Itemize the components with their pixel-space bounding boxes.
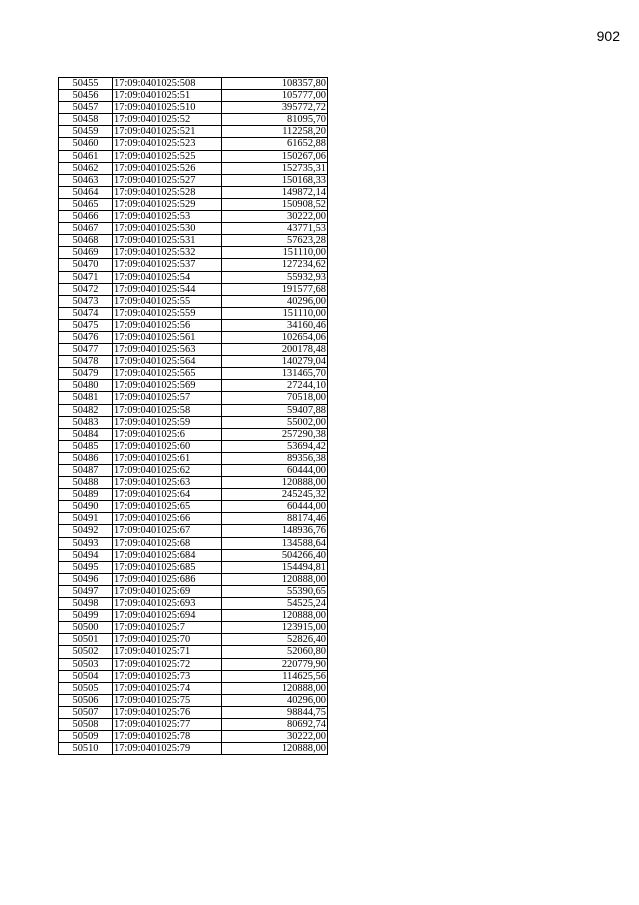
table-row	[59, 114, 328, 126]
cadastral-value-cell: 150267,06	[222, 150, 328, 162]
row-number-cell: 50476	[59, 331, 113, 343]
cadastral-number-cell: 17:09:0401025:544	[113, 283, 222, 295]
cadastral-value-cell: 80692,74	[222, 718, 328, 730]
cadastral-value-cell: 154494,81	[222, 561, 328, 573]
cadastral-value-cell: 98844,75	[222, 706, 328, 718]
cadastral-value-cell: 134588,64	[222, 537, 328, 549]
row-number-cell: 50459	[59, 126, 113, 138]
row-number-cell: 50466	[59, 211, 113, 223]
row-number-cell: 50464	[59, 186, 113, 198]
table-row	[59, 489, 328, 501]
cadastral-value-cell: 81095,70	[222, 114, 328, 126]
row-number-cell: 50482	[59, 404, 113, 416]
cadastral-value-cell: 30222,00	[222, 731, 328, 743]
table-row	[59, 440, 328, 452]
cadastral-value-cell: 127234,62	[222, 259, 328, 271]
table-row	[59, 223, 328, 235]
table-row	[59, 706, 328, 718]
cadastral-number-cell: 17:09:0401025:523	[113, 138, 222, 150]
cadastral-value-cell: 504266,40	[222, 549, 328, 561]
cadastral-value-cell: 34160,46	[222, 319, 328, 331]
cadastral-value-cell: 59407,88	[222, 404, 328, 416]
table-row	[59, 477, 328, 489]
table-row	[59, 682, 328, 694]
cadastral-number-cell: 17:09:0401025:75	[113, 694, 222, 706]
cadastral-number-cell: 17:09:0401025:57	[113, 392, 222, 404]
row-number-cell: 50502	[59, 646, 113, 658]
cadastral-number-cell: 17:09:0401025:58	[113, 404, 222, 416]
cadastral-number-cell: 17:09:0401025:64	[113, 489, 222, 501]
table-row	[59, 271, 328, 283]
table-row	[59, 380, 328, 392]
cadastral-value-cell: 60444,00	[222, 501, 328, 513]
table-row	[59, 537, 328, 549]
cadastral-number-cell: 17:09:0401025:77	[113, 718, 222, 730]
table-row	[59, 186, 328, 198]
cadastral-value-cell: 88174,46	[222, 513, 328, 525]
table-row	[59, 126, 328, 138]
row-number-cell: 50456	[59, 90, 113, 102]
row-number-cell: 50508	[59, 718, 113, 730]
cadastral-value-cell: 55002,00	[222, 416, 328, 428]
row-number-cell: 50488	[59, 477, 113, 489]
row-number-cell: 50509	[59, 731, 113, 743]
table-row	[59, 138, 328, 150]
row-number-cell: 50455	[59, 78, 113, 90]
registry-table-body	[59, 78, 328, 755]
row-number-cell: 50490	[59, 501, 113, 513]
row-number-cell: 50472	[59, 283, 113, 295]
table-row	[59, 513, 328, 525]
row-number-cell: 50473	[59, 295, 113, 307]
row-number-cell: 50505	[59, 682, 113, 694]
row-number-cell: 50497	[59, 585, 113, 597]
row-number-cell: 50486	[59, 452, 113, 464]
row-number-cell: 50480	[59, 380, 113, 392]
cadastral-number-cell: 17:09:0401025:55	[113, 295, 222, 307]
cadastral-value-cell: 61652,88	[222, 138, 328, 150]
row-number-cell: 50484	[59, 428, 113, 440]
row-number-cell: 50463	[59, 174, 113, 186]
cadastral-number-cell: 17:09:0401025:561	[113, 331, 222, 343]
cadastral-value-cell: 52060,80	[222, 646, 328, 658]
cadastral-number-cell: 17:09:0401025:71	[113, 646, 222, 658]
cadastral-value-cell: 40296,00	[222, 295, 328, 307]
cadastral-value-cell: 150168,33	[222, 174, 328, 186]
cadastral-value-cell: 54525,24	[222, 598, 328, 610]
table-row	[59, 307, 328, 319]
cadastral-number-cell: 17:09:0401025:63	[113, 477, 222, 489]
cadastral-value-cell: 52826,40	[222, 634, 328, 646]
cadastral-number-cell: 17:09:0401025:70	[113, 634, 222, 646]
table-row	[59, 610, 328, 622]
row-number-cell: 50503	[59, 658, 113, 670]
cadastral-number-cell: 17:09:0401025:73	[113, 670, 222, 682]
cadastral-number-cell: 17:09:0401025:559	[113, 307, 222, 319]
row-number-cell: 50493	[59, 537, 113, 549]
cadastral-value-cell: 395772,72	[222, 102, 328, 114]
cadastral-number-cell: 17:09:0401025:530	[113, 223, 222, 235]
cadastral-value-cell: 151110,00	[222, 307, 328, 319]
row-number-cell: 50504	[59, 670, 113, 682]
cadastral-value-cell: 131465,70	[222, 368, 328, 380]
cadastral-number-cell: 17:09:0401025:529	[113, 198, 222, 210]
cadastral-value-cell: 60444,00	[222, 465, 328, 477]
row-number-cell: 50496	[59, 573, 113, 585]
row-number-cell: 50501	[59, 634, 113, 646]
row-number-cell: 50474	[59, 307, 113, 319]
cadastral-number-cell: 17:09:0401025:76	[113, 706, 222, 718]
row-number-cell: 50461	[59, 150, 113, 162]
row-number-cell: 50470	[59, 259, 113, 271]
row-number-cell: 50465	[59, 198, 113, 210]
table-row	[59, 658, 328, 670]
row-number-cell: 50479	[59, 368, 113, 380]
table-row	[59, 174, 328, 186]
cadastral-number-cell: 17:09:0401025:563	[113, 344, 222, 356]
table-row	[59, 585, 328, 597]
row-number-cell: 50483	[59, 416, 113, 428]
table-row	[59, 743, 328, 755]
cadastral-value-cell: 245245,32	[222, 489, 328, 501]
table-row	[59, 452, 328, 464]
cadastral-number-cell: 17:09:0401025:531	[113, 235, 222, 247]
table-row	[59, 78, 328, 90]
cadastral-number-cell: 17:09:0401025:528	[113, 186, 222, 198]
table-row	[59, 465, 328, 477]
cadastral-number-cell: 17:09:0401025:54	[113, 271, 222, 283]
table-row	[59, 162, 328, 174]
table-row	[59, 622, 328, 634]
cadastral-number-cell: 17:09:0401025:68	[113, 537, 222, 549]
cadastral-number-cell: 17:09:0401025:53	[113, 211, 222, 223]
cadastral-value-cell: 149872,14	[222, 186, 328, 198]
row-number-cell: 50469	[59, 247, 113, 259]
cadastral-number-cell: 17:09:0401025:61	[113, 452, 222, 464]
cadastral-number-cell: 17:09:0401025:7	[113, 622, 222, 634]
cadastral-number-cell: 17:09:0401025:66	[113, 513, 222, 525]
cadastral-value-cell: 152735,31	[222, 162, 328, 174]
table-row	[59, 198, 328, 210]
cadastral-number-cell: 17:09:0401025:565	[113, 368, 222, 380]
row-number-cell: 50477	[59, 344, 113, 356]
cadastral-value-cell: 57623,28	[222, 235, 328, 247]
table-row	[59, 694, 328, 706]
page-number: 902	[596, 28, 620, 44]
table-row	[59, 368, 328, 380]
table-row	[59, 573, 328, 585]
table-row	[59, 319, 328, 331]
cadastral-value-cell: 120888,00	[222, 743, 328, 755]
row-number-cell: 50510	[59, 743, 113, 755]
cadastral-number-cell: 17:09:0401025:527	[113, 174, 222, 186]
table-row	[59, 646, 328, 658]
table-row	[59, 392, 328, 404]
cadastral-number-cell: 17:09:0401025:72	[113, 658, 222, 670]
cadastral-number-cell: 17:09:0401025:564	[113, 356, 222, 368]
table-row	[59, 561, 328, 573]
row-number-cell: 50471	[59, 271, 113, 283]
table-row	[59, 211, 328, 223]
cadastral-value-cell: 150908,52	[222, 198, 328, 210]
table-row	[59, 404, 328, 416]
row-number-cell: 50498	[59, 598, 113, 610]
cadastral-value-cell: 102654,06	[222, 331, 328, 343]
table-row	[59, 670, 328, 682]
table-row	[59, 718, 328, 730]
cadastral-number-cell: 17:09:0401025:526	[113, 162, 222, 174]
cadastral-number-cell: 17:09:0401025:78	[113, 731, 222, 743]
cadastral-number-cell: 17:09:0401025:685	[113, 561, 222, 573]
cadastral-value-cell: 220779,90	[222, 658, 328, 670]
row-number-cell: 50506	[59, 694, 113, 706]
cadastral-value-cell: 112258,20	[222, 126, 328, 138]
table-row	[59, 416, 328, 428]
cadastral-number-cell: 17:09:0401025:59	[113, 416, 222, 428]
cadastral-value-cell: 151110,00	[222, 247, 328, 259]
cadastral-number-cell: 17:09:0401025:693	[113, 598, 222, 610]
row-number-cell: 50462	[59, 162, 113, 174]
cadastral-number-cell: 17:09:0401025:537	[113, 259, 222, 271]
cadastral-value-cell: 200178,48	[222, 344, 328, 356]
table-row	[59, 356, 328, 368]
cadastral-number-cell: 17:09:0401025:62	[113, 465, 222, 477]
row-number-cell: 50475	[59, 319, 113, 331]
cadastral-value-cell: 120888,00	[222, 477, 328, 489]
cadastral-number-cell: 17:09:0401025:684	[113, 549, 222, 561]
cadastral-number-cell: 17:09:0401025:60	[113, 440, 222, 452]
table-row	[59, 235, 328, 247]
cadastral-value-cell: 140279,04	[222, 356, 328, 368]
row-number-cell: 50507	[59, 706, 113, 718]
cadastral-value-cell: 27244,10	[222, 380, 328, 392]
row-number-cell: 50491	[59, 513, 113, 525]
table-row	[59, 90, 328, 102]
row-number-cell: 50499	[59, 610, 113, 622]
table-row	[59, 731, 328, 743]
cadastral-number-cell: 17:09:0401025:508	[113, 78, 222, 90]
cadastral-value-cell: 257290,38	[222, 428, 328, 440]
table-row	[59, 634, 328, 646]
table-row	[59, 283, 328, 295]
cadastral-value-cell: 120888,00	[222, 573, 328, 585]
row-number-cell: 50489	[59, 489, 113, 501]
cadastral-number-cell: 17:09:0401025:69	[113, 585, 222, 597]
table-row	[59, 501, 328, 513]
cadastral-value-cell: 43771,53	[222, 223, 328, 235]
cadastral-number-cell: 17:09:0401025:56	[113, 319, 222, 331]
table-row	[59, 259, 328, 271]
cadastral-value-cell: 120888,00	[222, 610, 328, 622]
cadastral-number-cell: 17:09:0401025:74	[113, 682, 222, 694]
cadastral-value-cell: 120888,00	[222, 682, 328, 694]
cadastral-value-cell: 108357,80	[222, 78, 328, 90]
cadastral-number-cell: 17:09:0401025:525	[113, 150, 222, 162]
table-row	[59, 295, 328, 307]
table-row	[59, 549, 328, 561]
cadastral-value-cell: 40296,00	[222, 694, 328, 706]
cadastral-number-cell: 17:09:0401025:521	[113, 126, 222, 138]
cadastral-number-cell: 17:09:0401025:569	[113, 380, 222, 392]
cadastral-value-cell: 191577,68	[222, 283, 328, 295]
table-row	[59, 598, 328, 610]
row-number-cell: 50481	[59, 392, 113, 404]
cadastral-value-cell: 55932,93	[222, 271, 328, 283]
cadastral-value-cell: 55390,65	[222, 585, 328, 597]
row-number-cell: 50457	[59, 102, 113, 114]
table-row	[59, 344, 328, 356]
cadastral-number-cell: 17:09:0401025:52	[113, 114, 222, 126]
table-row	[59, 331, 328, 343]
table-row	[59, 150, 328, 162]
cadastral-number-cell: 17:09:0401025:532	[113, 247, 222, 259]
row-number-cell: 50478	[59, 356, 113, 368]
cadastral-value-cell: 89356,38	[222, 452, 328, 464]
row-number-cell: 50458	[59, 114, 113, 126]
cadastral-number-cell: 17:09:0401025:79	[113, 743, 222, 755]
row-number-cell: 50494	[59, 549, 113, 561]
table-row	[59, 428, 328, 440]
cadastral-value-cell: 105777,00	[222, 90, 328, 102]
registry-table	[58, 77, 328, 755]
cadastral-number-cell: 17:09:0401025:51	[113, 90, 222, 102]
table-row	[59, 247, 328, 259]
cadastral-number-cell: 17:09:0401025:510	[113, 102, 222, 114]
cadastral-value-cell: 148936,76	[222, 525, 328, 537]
cadastral-value-cell: 70518,00	[222, 392, 328, 404]
cadastral-number-cell: 17:09:0401025:686	[113, 573, 222, 585]
row-number-cell: 50485	[59, 440, 113, 452]
cadastral-value-cell: 30222,00	[222, 211, 328, 223]
cadastral-value-cell: 114625,56	[222, 670, 328, 682]
cadastral-value-cell: 123915,00	[222, 622, 328, 634]
table-row	[59, 102, 328, 114]
table-row	[59, 525, 328, 537]
cadastral-number-cell: 17:09:0401025:65	[113, 501, 222, 513]
cadastral-value-cell: 53694,42	[222, 440, 328, 452]
row-number-cell: 50460	[59, 138, 113, 150]
row-number-cell: 50495	[59, 561, 113, 573]
row-number-cell: 50468	[59, 235, 113, 247]
cadastral-number-cell: 17:09:0401025:67	[113, 525, 222, 537]
cadastral-number-cell: 17:09:0401025:694	[113, 610, 222, 622]
row-number-cell: 50467	[59, 223, 113, 235]
row-number-cell: 50487	[59, 465, 113, 477]
row-number-cell: 50492	[59, 525, 113, 537]
cadastral-number-cell: 17:09:0401025:6	[113, 428, 222, 440]
row-number-cell: 50500	[59, 622, 113, 634]
